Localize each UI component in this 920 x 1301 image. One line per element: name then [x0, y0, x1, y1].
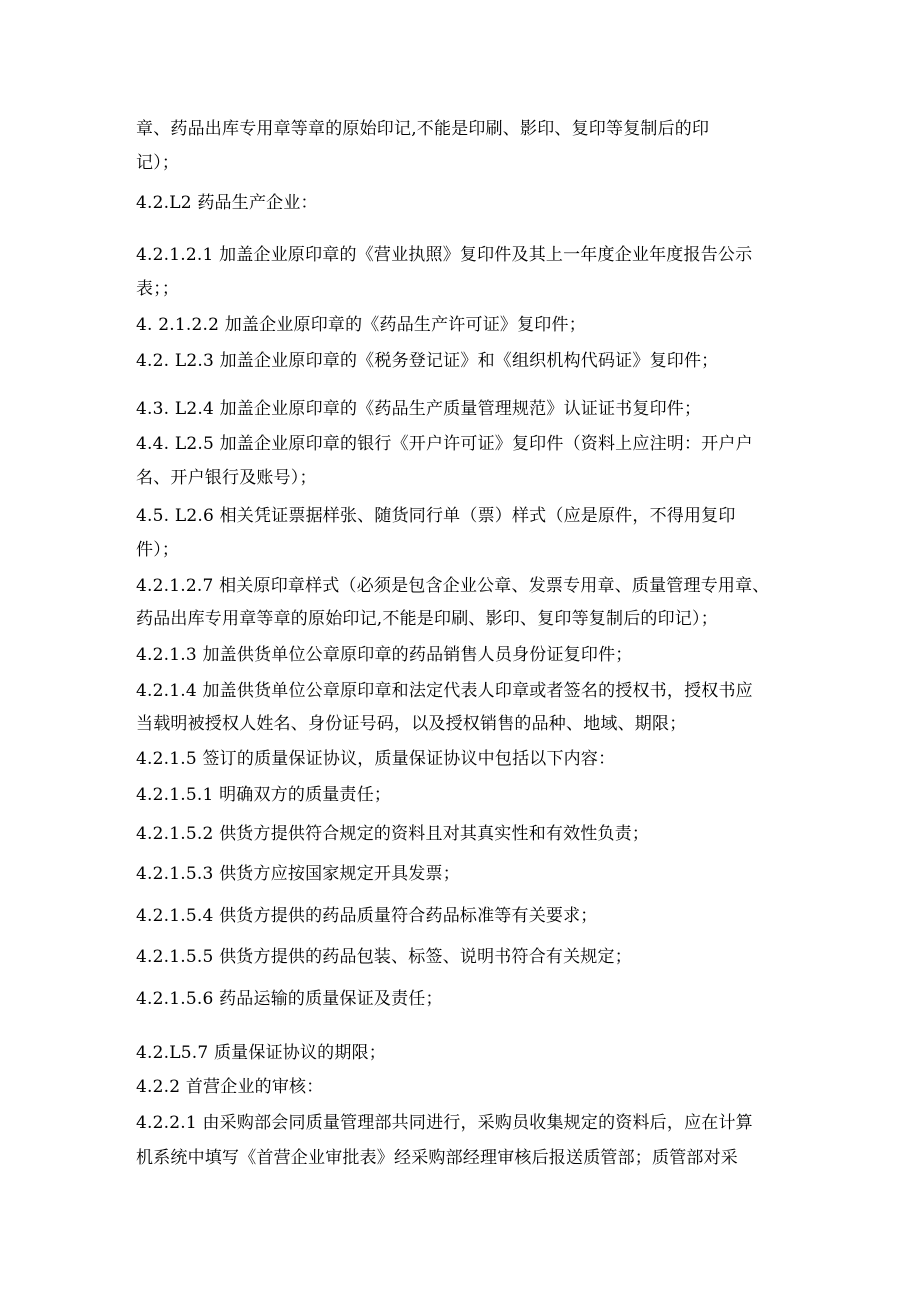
text-line: 4.5. L2.6 相关凭证票据样张、随货同行单（票）样式（应是原件，不得用复印 [136, 506, 736, 526]
text-line: 4.2.1.5.3 供货方应按国家规定开具发票； [136, 864, 460, 884]
text-line: 4.2. L2.3 加盖企业原印章的《税务登记证》和《组织机构代码证》复印件； [136, 351, 719, 371]
section-heading: 4.2.2 首营企业的审核： [136, 1077, 324, 1097]
text-line: 章、药品出库专用章等章的原始印记,不能是印刷、影印、复印等复制后的印 [136, 119, 710, 139]
text-line: 4.2.1.5 签订的质量保证协议，质量保证协议中包括以下内容： [136, 749, 616, 769]
text-line: 4.2.1.5.2 供货方提供符合规定的资料且对其真实性和有效性负责； [136, 824, 650, 844]
text-line: 4.2.1.5.1 明确双方的质量责任； [136, 785, 392, 805]
text-line: 机系统中填写《首营企业审批表》经采购部经理审核后报送质管部；质管部对采 [136, 1148, 738, 1168]
text-line: 当载明被授权人姓名、身份证号码，以及授权销售的品种、地域、期限； [136, 714, 687, 734]
text-line: 4.2.1.5.6 药品运输的质量保证及责任； [136, 989, 443, 1009]
text-line: 记）； [136, 153, 180, 173]
text-line: 4.2.1.2.7 相关原印章样式（必须是包含企业公章、发票专用章、质量管理专用章、 [136, 576, 770, 596]
text-line: 药品出库专用章等章的原始印记,不能是印刷、影印、复印等复制后的印记）； [136, 609, 718, 629]
text-line: 4.2.1.5.4 供货方提供的药品质量符合药品标准等有关要求； [136, 906, 598, 926]
text-line: 4.2.1.4 加盖供货单位公章原印章和法定代表人印章或者签名的授权书，授权书应 [136, 681, 753, 701]
text-line: 4.2.2.1 由采购部会同质量管理部共同进行，采购员收集规定的资料后，应在计算 [136, 1113, 753, 1133]
text-line: 4.3. L2.4 加盖企业原印章的《药品生产质量管理规范》认证证书复印件； [136, 399, 702, 419]
text-line: 表；； [136, 279, 180, 299]
text-line: 名、开户银行及账号）； [136, 468, 317, 488]
section-heading: 4.2.L2 药品生产企业： [136, 193, 318, 213]
text-line: 4.2.1.2.1 加盖企业原印章的《营业执照》复印件及其上一年度企业年度报告公示 [136, 245, 753, 265]
text-line: 4.4. L2.5 加盖企业原印章的银行《开户许可证》复印件（资料上应注明：开户户 [136, 434, 753, 454]
text-line: 件）； [136, 540, 180, 560]
text-line: 4. 2.1.2.2 加盖企业原印章的《药品生产许可证》复印件； [136, 315, 586, 335]
text-line: 4.2.L5.7 质量保证协议的期限； [136, 1043, 386, 1063]
text-line: 4.2.1.3 加盖供货单位公章原印章的药品销售人员身份证复印件； [136, 645, 633, 665]
text-line: 4.2.1.5.5 供货方提供的药品包装、标签、说明书符合有关规定； [136, 947, 632, 967]
